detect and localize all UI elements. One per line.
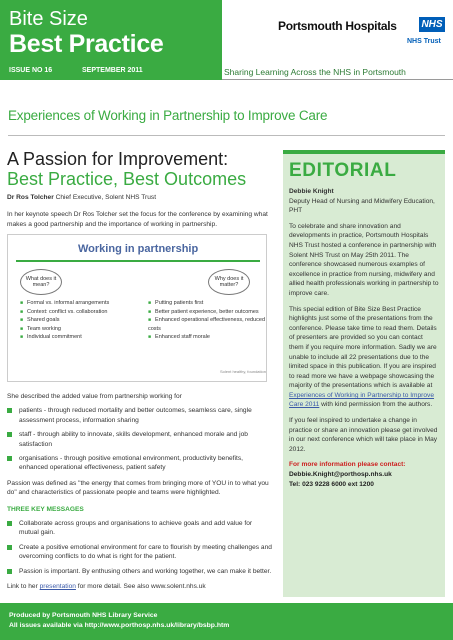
- slide-bubble-right: Why does it matter?: [208, 269, 250, 295]
- editorial-body: [289, 187, 439, 495]
- footer-issues-link[interactable]: All issues available via http://www.porthosp.nhs.uk/library/bsbp.htm: [9, 622, 230, 629]
- webpage-link[interactable]: Experiences of Working in Partnership to Improve Care 2011: [289, 391, 435, 409]
- banner-divider: [8, 135, 445, 136]
- key-message-bullet: Collaborate across groups and organisations to achieve goals and add value for mutual gain.: [7, 519, 273, 538]
- slide-list-item: ■ Enhanced staff morale: [148, 333, 266, 342]
- article-body: [7, 392, 273, 592]
- masthead: [0, 0, 453, 80]
- article-title: A Passion for Improvement:: [7, 149, 229, 169]
- presentation-link-line: [7, 582, 273, 591]
- slide-list-item: ■ Formal vs. informal arrangements: [20, 299, 109, 308]
- value-bullet: staff - through ability to innovate, skills development, enhanced morale and job satisfaction: [7, 430, 273, 449]
- main-article: [7, 150, 275, 229]
- slide-list-right: [148, 299, 266, 342]
- editorial-p2-text: This special edition of Bite Size Best Practice highlights just some of the presentations from the conference. Please take time to read them. Details of presenters are provided so you can contact them if you require more information. Sadly we are unable to include all 22 presentations due to the limited space in this publication. If you are inspired to read more we have a webpage showcasing the majority of the presentations which is available at: [289, 305, 437, 390]
- author-name: Dr Ros Tolcher: [7, 194, 54, 201]
- value-bullet: organisations - through positive emotional environment, productivity benefits, enhanced operational effectiveness, patient safety: [7, 454, 273, 473]
- slide-divider: [16, 260, 260, 262]
- slide-list-item: ■ Team working: [20, 325, 109, 334]
- passion-paragraph: Passion was defined as "the energy that comes from bringing more of YOU in to what you do" and characteristics of passionate people and teams were highlighted.: [7, 479, 269, 497]
- slide-list-left: [20, 299, 109, 342]
- contact-telephone: Tel: 023 9228 6000 ext 1200: [289, 480, 374, 488]
- editorial-paragraph: If you feel inspired to undertake a change in practice or share an innovation please get involved in our next conference which will take place in May 2012.: [289, 417, 438, 453]
- presentation-slide-image: [7, 234, 267, 382]
- masthead-bite-size: Bite Size: [9, 8, 88, 30]
- editorial-title: EDITORIAL: [289, 160, 397, 181]
- editorial-paragraph: [289, 305, 439, 411]
- slide-list-item: ■ Individual commitment: [20, 333, 109, 342]
- slide-list-item: ■ Better patient experience, better outcomes: [148, 308, 266, 317]
- footer-producer: Produced by Portsmouth NHS Library Service: [9, 612, 158, 619]
- nhs-logo-badge: NHS: [419, 17, 445, 32]
- nhs-logo-trust: NHS Trust: [407, 38, 441, 45]
- key-message-bullet: Create a positive emotional environment for care to flourish by meeting challenges and overcoming conflicts to do what is right for the patient.: [7, 543, 273, 562]
- contact-email[interactable]: Debbie.Knight@porthosp.nhs.uk: [289, 471, 392, 479]
- page-footer: [0, 603, 453, 640]
- key-message-bullet: Passion is important. By enthusing others and working together, we can make it better.: [7, 567, 273, 576]
- link-prefix: Link to her: [7, 583, 40, 591]
- editorial-author: Debbie Knight: [289, 188, 334, 195]
- value-bullet: patients - through reduced mortality and better outcomes, seamless care, single assessment process, information sharing: [7, 406, 273, 425]
- article-intro: In her keynote speech Dr Ros Tolcher set the focus for the conference by examining what makes a good partnership and the importance of working in partnership.: [7, 211, 268, 228]
- section-banner: Experiences of Working in Partnership to Improve Care: [8, 108, 328, 123]
- editorial-p2-end: with kind permission from the authors.: [319, 401, 433, 409]
- masthead-divider: [222, 79, 453, 80]
- slide-list-item: ■ Putting patients first: [148, 299, 266, 308]
- slide-list-item: ■ Context: conflict vs. collaboration: [20, 308, 109, 317]
- editorial-box: [283, 150, 445, 597]
- author-role: Chief Executive, Solent NHS Trust: [53, 194, 157, 201]
- slide-list-item: ■ Shared goals: [20, 316, 109, 325]
- article-subtitle: Best Practice, Best Outcomes: [7, 169, 247, 189]
- nhs-logo-name: Portsmouth Hospitals: [278, 19, 397, 33]
- slide-bubble-left: What does it mean?: [20, 269, 62, 295]
- editorial-author-role: Deputy Head of Nursing and Midwifery Education, PHT: [289, 197, 435, 215]
- contact-heading: For more information please contact:: [289, 461, 406, 469]
- value-intro: She described the added value from partnership working for: [7, 393, 182, 400]
- key-messages-heading: THREE KEY MESSAGES: [7, 505, 84, 513]
- link-suffix: for more detail. See also www.solent.nhs.uk: [75, 583, 206, 591]
- slide-list-item: ■ Enhanced operational effectiveness, reduced costs: [148, 316, 266, 333]
- presentation-link[interactable]: presentation: [39, 583, 76, 591]
- slide-title: Working in partnership: [78, 243, 199, 255]
- slide-footer-logo: Solent healthy, foundation: [220, 369, 266, 374]
- masthead-best-practice: Best Practice: [9, 30, 164, 58]
- issue-date: SEPTEMBER 2011: [82, 67, 143, 74]
- article-byline: [7, 194, 275, 201]
- issue-number: ISSUE NO 16: [9, 67, 53, 74]
- masthead-tagline: Sharing Learning Across the NHS in Portsmouth: [224, 67, 406, 77]
- editorial-paragraph: To celebrate and share innovation and developments in practice, Portsmouth Hospitals NHS Trust hosted a conference in partnership with Solent NHS Trust on May 25th 2011. The conference showcased numerous examples of excellence in practice from nursing, midwifery and allied health professionals working in partnership to improve care.: [289, 222, 439, 297]
